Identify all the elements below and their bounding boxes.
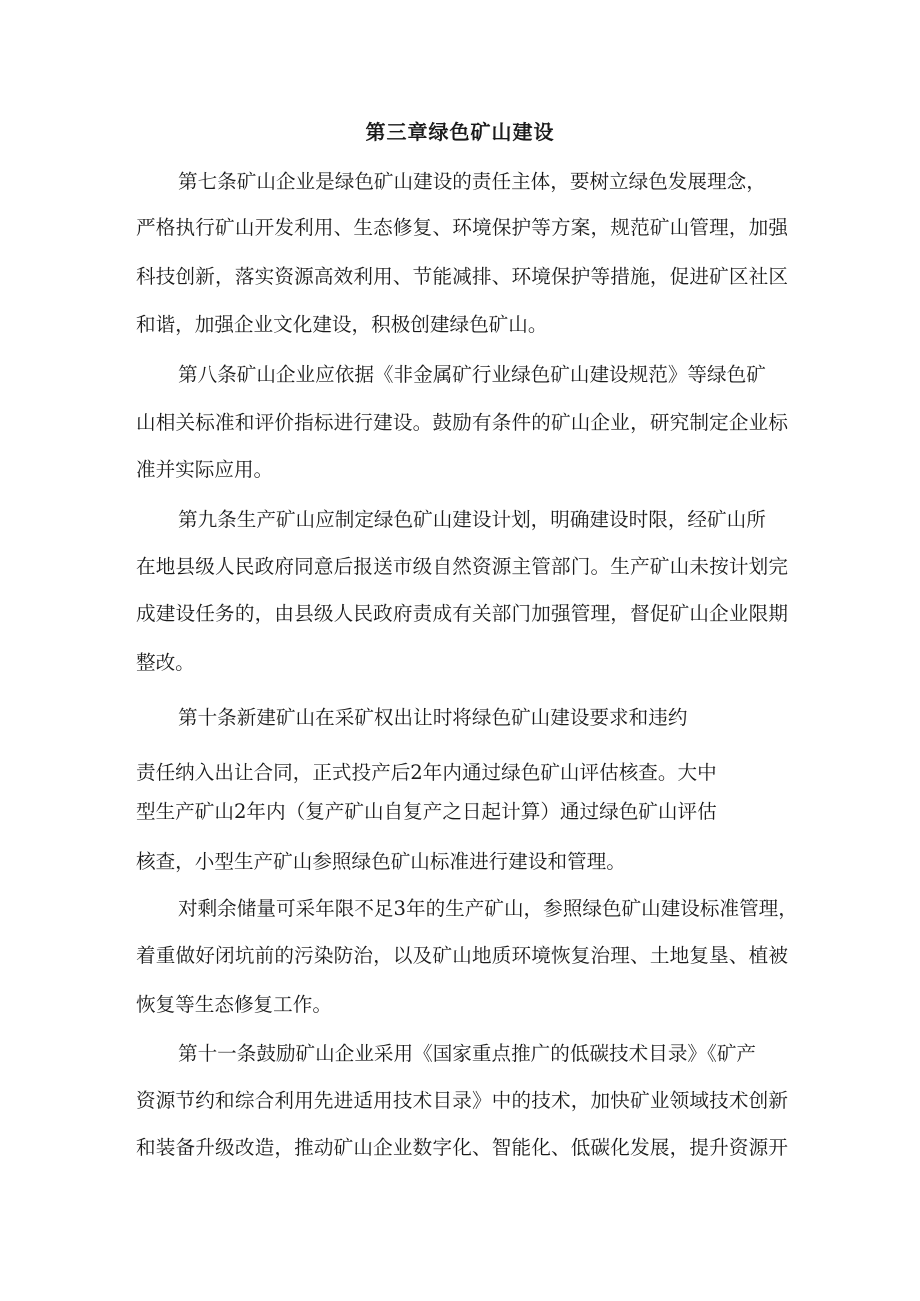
article-7-line-1: 第七条矿山企业是绿色矿山建设的责任主体，要树立绿色发展理念， xyxy=(178,170,766,193)
article-11-line-3: 和装备升级改造，推动矿山企业数字化、智能化、低碳化发展，提升资源开 xyxy=(136,1136,788,1159)
remaining-reserves-line-1: 对剩余储量可采年限不足3年的生产矿山，参照绿色矿山建设标准管理， xyxy=(178,897,798,920)
article-9-line-3: 成建设任务的，由县级人民政府责成有关部门加强管理，督促矿山企业限期 xyxy=(136,602,788,625)
article-8-line-3: 准并实际应用。 xyxy=(136,458,274,481)
article-10-line-3: 型生产矿山2年内（复产矿山自复产之日起计算）通过绿色矿山评估 xyxy=(136,800,717,823)
article-10-line-4: 核查，小型生产矿山参照绿色矿山标准进行建设和管理。 xyxy=(136,850,626,873)
article-10-line-1: 第十条新建矿山在采矿权出让时将绿色矿山建设要求和违约 xyxy=(178,706,688,729)
article-11-line-2: 资源节约和综合利用先进适用技术目录》中的技术，加快矿业领域技术创新 xyxy=(136,1089,788,1112)
article-9-line-2: 在地县级人民政府同意后报送市级自然资源主管部门。生产矿山未按计划完 xyxy=(136,555,788,578)
article-10-line-2: 责任纳入出让合同，正式投产后2年内通过绿色矿山评估核查。大中 xyxy=(136,761,717,784)
article-11-line-1: 第十一条鼓励矿山企业采用《国家重点推广的低碳技术目录》《矿产 xyxy=(178,1042,757,1065)
article-7-line-4: 和谐，加强企业文化建设，积极创建绿色矿山。 xyxy=(136,313,548,336)
article-8-line-2: 山相关标准和评价指标进行建设。鼓励有条件的矿山企业，研究制定企业标 xyxy=(136,411,788,434)
article-7-line-3: 科技创新，落实资源高效利用、节能减排、环境保护等措施，促进矿区社区 xyxy=(136,265,788,288)
remaining-reserves-line-3: 恢复等生态修复工作。 xyxy=(136,993,332,1016)
article-8-line-1: 第八条矿山企业应依据《非金属矿行业绿色矿山建设规范》等绿色矿 xyxy=(178,363,766,386)
chapter-title: 第三章绿色矿山建设 xyxy=(365,120,555,144)
article-7-line-2: 严格执行矿山开发利用、生态修复、环境保护等方案，规范矿山管理，加强 xyxy=(136,216,788,239)
remaining-reserves-line-2: 着重做好闭坑前的污染防治，以及矿山地质环境恢复治理、土地复垦、植被 xyxy=(136,944,788,967)
article-9-line-4: 整改。 xyxy=(136,651,195,674)
article-9-line-1: 第九条生产矿山应制定绿色矿山建设计划，明确建设时限，经矿山所 xyxy=(178,508,766,531)
